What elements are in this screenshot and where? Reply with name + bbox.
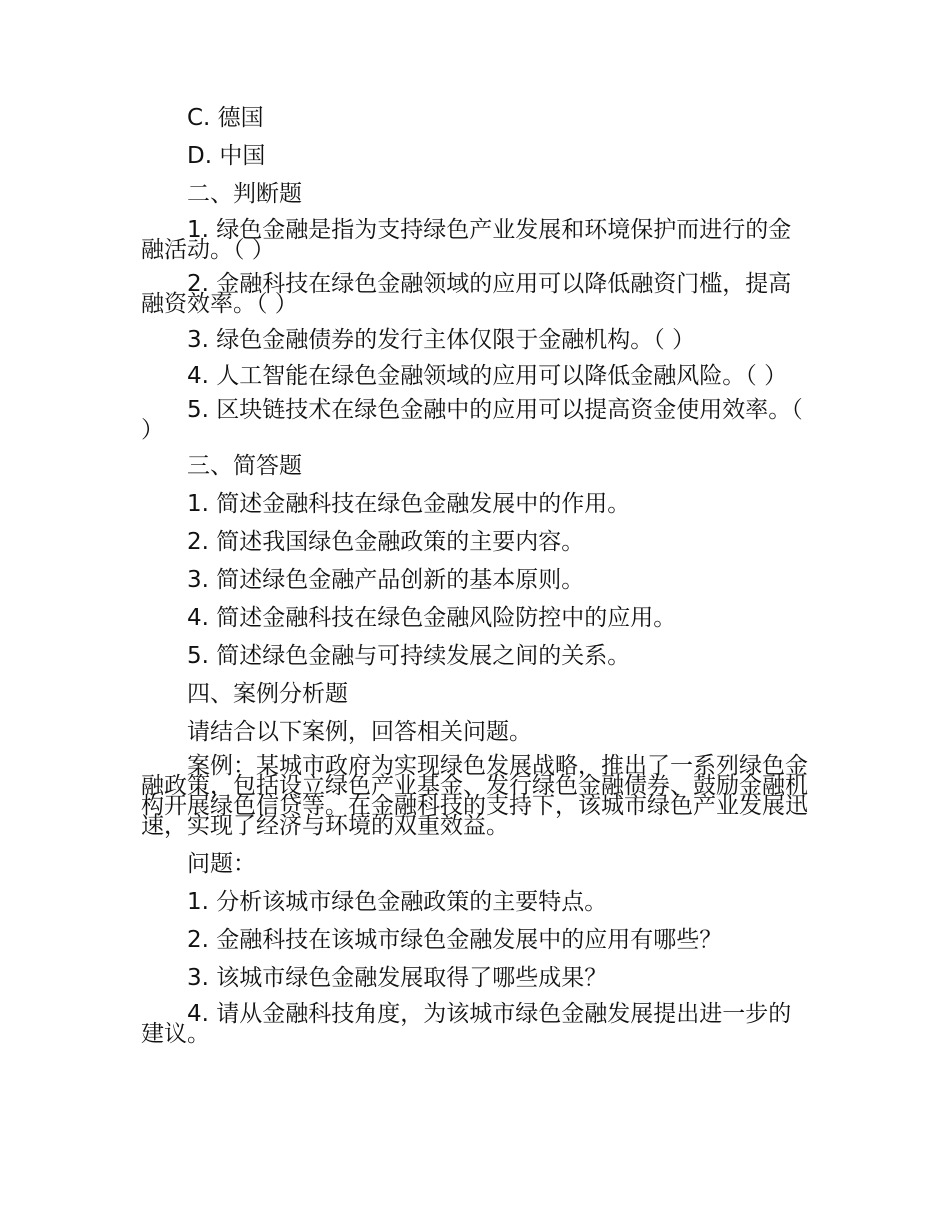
short-answer-item-4: 4. 简述金融科技在绿色金融风险防控中的应用。: [187, 605, 677, 631]
case-question-4: 4. 请从金融科技角度，为该城市绿色金融发展提出进一步的建议。: [141, 1001, 792, 1047]
case-text: 案例：某城市政府为实现绿色发展战略，推出了一系列绿色金融政策，包括设立绿色产业基金、发行绿色金融债券、鼓励金融机构开展绿色信贷等。在金融科技的支持下，该城市绿色产业发展迅速，实现了经济与环境的双重效益。: [141, 753, 808, 839]
option-c: C. 德国: [187, 105, 264, 131]
section-heading-case-analysis: 四、案例分析题: [187, 681, 348, 707]
short-answer-item-2: 2. 简述我国绿色金融政策的主要内容。: [187, 529, 585, 555]
case-instruction: 请结合以下案例，回答相关问题。: [187, 719, 532, 745]
short-answer-item-1: 1. 简述金融科技在绿色金融发展中的作用。: [187, 491, 631, 517]
case-question-1: 1. 分析该城市绿色金融政策的主要特点。: [187, 889, 608, 915]
short-answer-item-5: 5. 简述绿色金融与可持续发展之间的关系。: [187, 643, 631, 669]
true-false-item-2: 2. 金融科技在绿色金融领域的应用可以降低融资门槛，提高融资效率。（ ）: [141, 271, 792, 317]
case-question-2: 2. 金融科技在该城市绿色金融发展中的应用有哪些？: [187, 927, 723, 953]
true-false-item-5: 5. 区块链技术在绿色金融中的应用可以提高资金使用效率。（ ）: [141, 397, 803, 443]
option-d: D. 中国: [187, 143, 266, 169]
section-heading-short-answer: 三、简答题: [187, 453, 302, 479]
short-answer-item-3: 3. 简述绿色金融产品创新的基本原则。: [187, 567, 585, 593]
true-false-item-3: 3. 绿色金融债券的发行主体仅限于金融机构。（ ）: [187, 327, 696, 353]
true-false-item-1: 1. 绿色金融是指为支持绿色产业发展和环境保护而进行的金融活动。（ ）: [141, 217, 792, 263]
case-question-3: 3. 该城市绿色金融发展取得了哪些成果？: [187, 965, 608, 991]
document-body: [141, 104, 813, 1056]
true-false-item-4: 4. 人工智能在绿色金融领域的应用可以降低金融风险。（ ）: [187, 363, 788, 389]
section-heading-true-false: 二、判断题: [187, 181, 302, 207]
questions-label: 问题：: [187, 851, 256, 877]
